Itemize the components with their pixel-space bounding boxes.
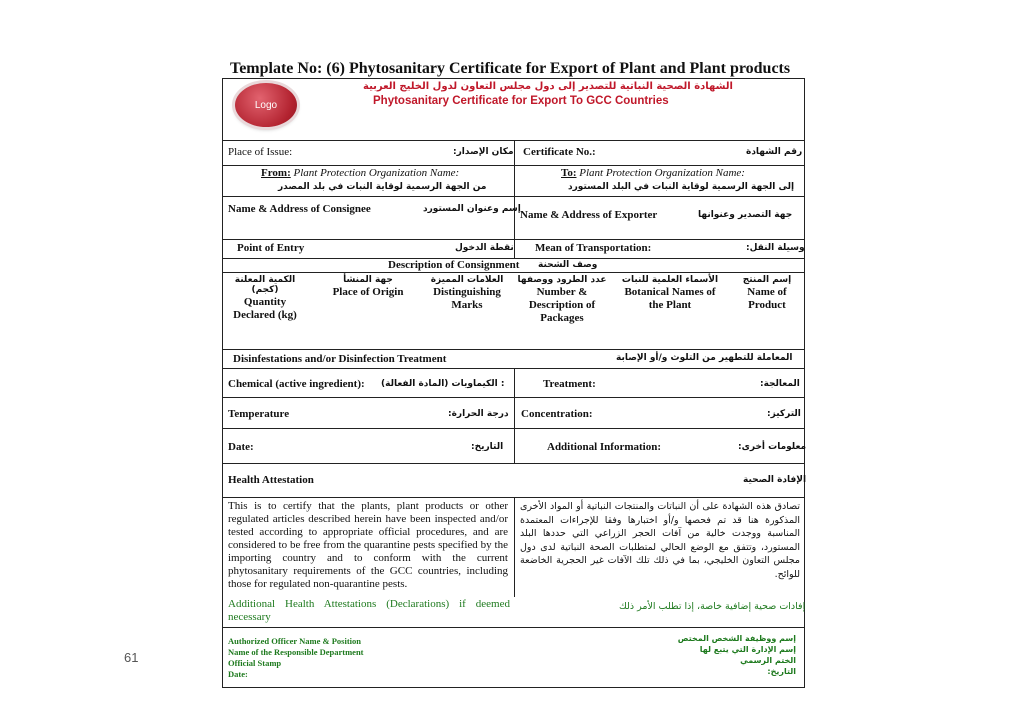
temperature-row (223, 398, 804, 428)
to-org-label-ar: إلى الجهة الرسمية لوقاية النبات في البلد المستورد (568, 182, 795, 192)
page-title: Template No: (6) Phytosanitary Certificate for Export of Plant and Plant products (230, 60, 791, 77)
column-origin: جهة المنشأ Place of Origin (332, 275, 404, 298)
health-title-row (223, 464, 807, 497)
column-quantity: الكمية المعلنة (كجم) Quantity Declared (kg) (233, 275, 297, 321)
point-of-entry-label: Point of Entry (237, 242, 305, 254)
treatment-title: Disinfestations and/or Disinfection Treatment (233, 353, 447, 365)
date-label: Date: (228, 441, 254, 453)
consignee-label-ar: إسم وعنوان المستورد (423, 204, 521, 214)
officer-date-label: Date: (228, 669, 248, 679)
treatment-label: Treatment: (543, 378, 596, 390)
organizations-row (223, 166, 804, 196)
treatment-label-ar: المعالجة: (760, 379, 800, 389)
english-certificate-title: Phytosanitary Certificate for Export To GCC Countries (373, 95, 669, 107)
point-of-entry-label-ar: نقطة الدخول (455, 243, 514, 253)
date-row (223, 429, 807, 463)
health-attestation-title: Health Attestation (228, 474, 314, 486)
column-botanical-names: الأسماء العلمية للنبات Botanical Names of the Plant (621, 275, 719, 311)
department-label-ar: إسم الإدارة التي يتبع لها (699, 645, 796, 654)
from-org-label: Plant Protection Organization Name: (293, 167, 460, 179)
from-label: From: (261, 167, 291, 179)
official-stamp-label: Official Stamp (228, 658, 282, 668)
temperature-label: Temperature (228, 408, 290, 420)
officer-row (223, 628, 804, 688)
consignment-title-row (223, 259, 804, 272)
additional-information-label-ar: معلومات أخرى: (738, 442, 807, 452)
column-packages: عدد الطرود ووصفها Number & Description of Packages (517, 275, 607, 324)
chemical-label-ar: : الكيماويات (المادة الفعالة) (381, 379, 505, 389)
page-number: 61 (124, 650, 139, 665)
temperature-label-ar: درجة الحرارة: (448, 409, 509, 419)
additional-attestations-label-ar: إفادات صحية إضافية خاصة، إذا تطلب الأمر ذلك (619, 601, 806, 612)
consignment-title-ar: وصف الشحنة (538, 260, 598, 270)
health-text-row (223, 498, 806, 623)
chemical-label: Chemical (active ingredient): (228, 378, 365, 390)
officer-name-label: Authorized Officer Name & Position (228, 636, 361, 646)
entry-row (223, 240, 804, 258)
to-org-label: Plant Protection Organization Name: (579, 167, 745, 179)
additional-attestations-label: Additional Health Attestations (Declarations) if deemed necessary (228, 598, 510, 623)
officer-lines-ar (678, 633, 796, 677)
chemical-row (223, 369, 804, 397)
logo: Logo (235, 83, 297, 127)
date-label-ar: التاريخ: (471, 442, 504, 452)
officer-lines (228, 636, 364, 680)
consignee-label: Name & Address of Consignee (228, 203, 371, 215)
to-label: To: (561, 167, 577, 179)
exporter-label-ar: جهة التصدير وعنوانها (698, 210, 793, 220)
official-stamp-label-ar: الختم الرسمي (740, 656, 796, 665)
certificate-number-label: Certificate No.: (523, 146, 596, 158)
transportation-label-ar: وسيلة النقل: (746, 243, 805, 253)
certificate-number-label-ar: رقم الشهادة (746, 147, 803, 157)
from-org-label-ar: من الجهة الرسمية لوقاية النبات في بلد المصدر (278, 182, 487, 192)
consignment-columns (223, 273, 804, 349)
health-attestation-text: This is to certify that the plants, plant products or other regulated articles described herein have been inspected and/or tested according to appropriate official procedures, and are considered to be free from the quarantine pests specified by the importing country and to conform with the current phytosanitary requirements of the GCC countries, including those for regulated non-quarantine pests. (228, 500, 508, 590)
officer-date-label-ar: التاريخ: (767, 667, 796, 676)
exporter-label: Name & Address of Exporter (520, 209, 658, 221)
column-marks: العلامات المميزة Distinguishing Marks (430, 275, 504, 311)
place-of-issue-label: Place of Issue: (228, 146, 293, 158)
health-attestation-text-ar: تصادق هذه الشهادة على أن النباتات والمنتجات النباتية أو المواد الأخرى المذكورة هنا قد تم فحصها و/أو اختبارها وفقا للإجراءات المعتمدة المناسبة ووجدت خالية من آفات الحجر الزراعي التي حددها البلد المستورد، وتتفق مع الوضع الحالي لمتطلبات الصحة النباتية لدى دول مجلس التعاون الخليجي، بما في ذلك تلك الآفات غير الحجرية الخاضعة للوائح. (520, 501, 800, 580)
treatment-title-ar: المعاملة للتطهير من التلوث و/أو الإصابة (616, 353, 793, 363)
concentration-label-ar: التركيز: (767, 409, 801, 419)
officer-name-label-ar: إسم ووظيفة الشخص المختص (677, 634, 796, 643)
issue-row (223, 141, 804, 165)
transportation-label: Mean of Transportation: (535, 242, 652, 254)
form-header (223, 79, 804, 140)
department-label: Name of the Responsible Department (228, 647, 364, 657)
treatment-title-row (223, 350, 804, 368)
parties-row (223, 197, 804, 239)
concentration-label: Concentration: (521, 408, 593, 420)
additional-information-label: Additional Information: (547, 441, 661, 453)
health-attestation-title-ar: الإفادة الصحية (743, 475, 807, 485)
consignment-title: Description of Consignment (388, 259, 520, 271)
certificate-form (222, 78, 805, 688)
place-of-issue-label-ar: مكان الإصدار: (453, 147, 514, 157)
column-product-name: إسم المنتج Name of Product (742, 275, 792, 311)
arabic-certificate-title: الشهادة الصحية النباتية للتصدير إلى دول مجلس التعاون لدول الخليج العربية (363, 81, 733, 92)
